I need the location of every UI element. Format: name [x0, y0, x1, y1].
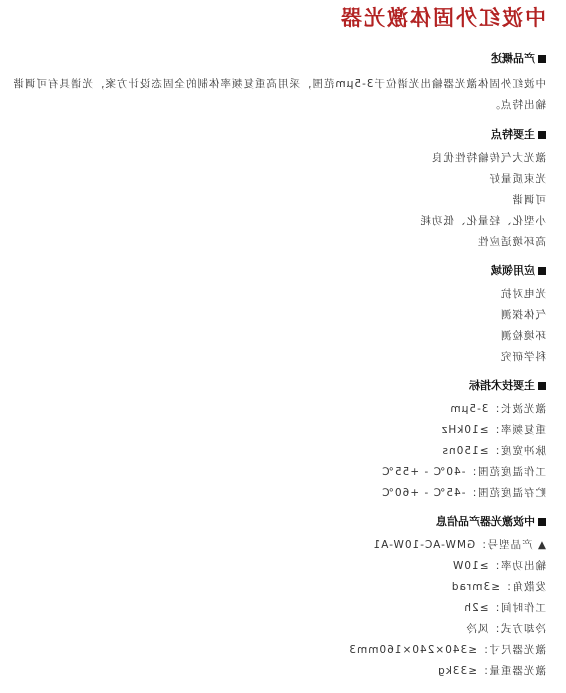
- heading-text: 主要技术指标: [469, 379, 535, 392]
- list-item: 工作温度范围：-40℃ - +55℃: [381, 466, 546, 478]
- list-item: 光束质量好: [488, 173, 546, 185]
- section-heading: [10, 379, 546, 393]
- list-item: 气体探测: [500, 309, 546, 321]
- content: [10, 52, 546, 693]
- list-item: 激光波长：3-5μm: [449, 403, 546, 415]
- list-item: 冷却方式：风冷: [465, 623, 546, 635]
- list-item: 激光大气传输特性优良: [431, 152, 546, 164]
- heading-text: 应用领域: [491, 264, 535, 277]
- list-item: 科学研究: [500, 351, 546, 363]
- page-title: 中波红外固体激光器: [339, 6, 546, 30]
- section-overview: [10, 52, 546, 116]
- heading-text: 产品概述: [491, 52, 535, 65]
- square-bullet-icon: [538, 55, 546, 63]
- list-item: 脉冲宽度：≥150ns: [441, 445, 546, 457]
- applications-list: [10, 284, 546, 368]
- list-item: 小型化、轻量化、低功耗: [419, 215, 546, 227]
- list-item: 输出功率：≥10W: [451, 560, 546, 572]
- list-item: ▲ 产品型号：GMW-AC-10W-A1: [372, 539, 546, 551]
- section-product-info: [10, 515, 546, 682]
- section-heading: [10, 515, 546, 529]
- section-features: [10, 128, 546, 253]
- list-item: 重复频率：≥10kHz: [440, 424, 546, 436]
- section-heading: [10, 264, 546, 278]
- section-heading: [10, 52, 546, 66]
- list-item: 贮存温度范围：-45℃ - +60℃: [381, 487, 546, 499]
- square-bullet-icon: [538, 267, 546, 275]
- list-item: 激光器重量：≤33kg: [437, 665, 546, 677]
- section-heading: [10, 128, 546, 142]
- product-info-list: [10, 535, 546, 682]
- list-item: 发散角：≤3mrad: [450, 581, 546, 593]
- section-applications: [10, 264, 546, 368]
- list-item: 环境检测: [500, 330, 546, 342]
- heading-text: 主要特点: [491, 128, 535, 141]
- square-bullet-icon: [538, 131, 546, 139]
- list-item: 高环境适应性: [477, 236, 546, 248]
- features-list: [10, 148, 546, 253]
- list-item: 光电对抗: [500, 288, 546, 300]
- list-item: 激光器尺寸：≤340×240×160mm3: [348, 644, 546, 656]
- overview-paragraph: 中波红外固体激光器输出光谱位于3-5μm范围，采用高重复频率体制的全固态设计方案，光谱具有可调谐输出特点。: [12, 78, 546, 111]
- list-item: 可调谐: [511, 194, 546, 206]
- specs-list: [10, 399, 546, 504]
- square-bullet-icon: [538, 518, 546, 526]
- heading-text: 中波激光器产品信息: [436, 515, 535, 528]
- square-bullet-icon: [538, 382, 546, 390]
- section-specs: [10, 379, 546, 504]
- list-item: 工作时间：≥2h: [463, 602, 546, 614]
